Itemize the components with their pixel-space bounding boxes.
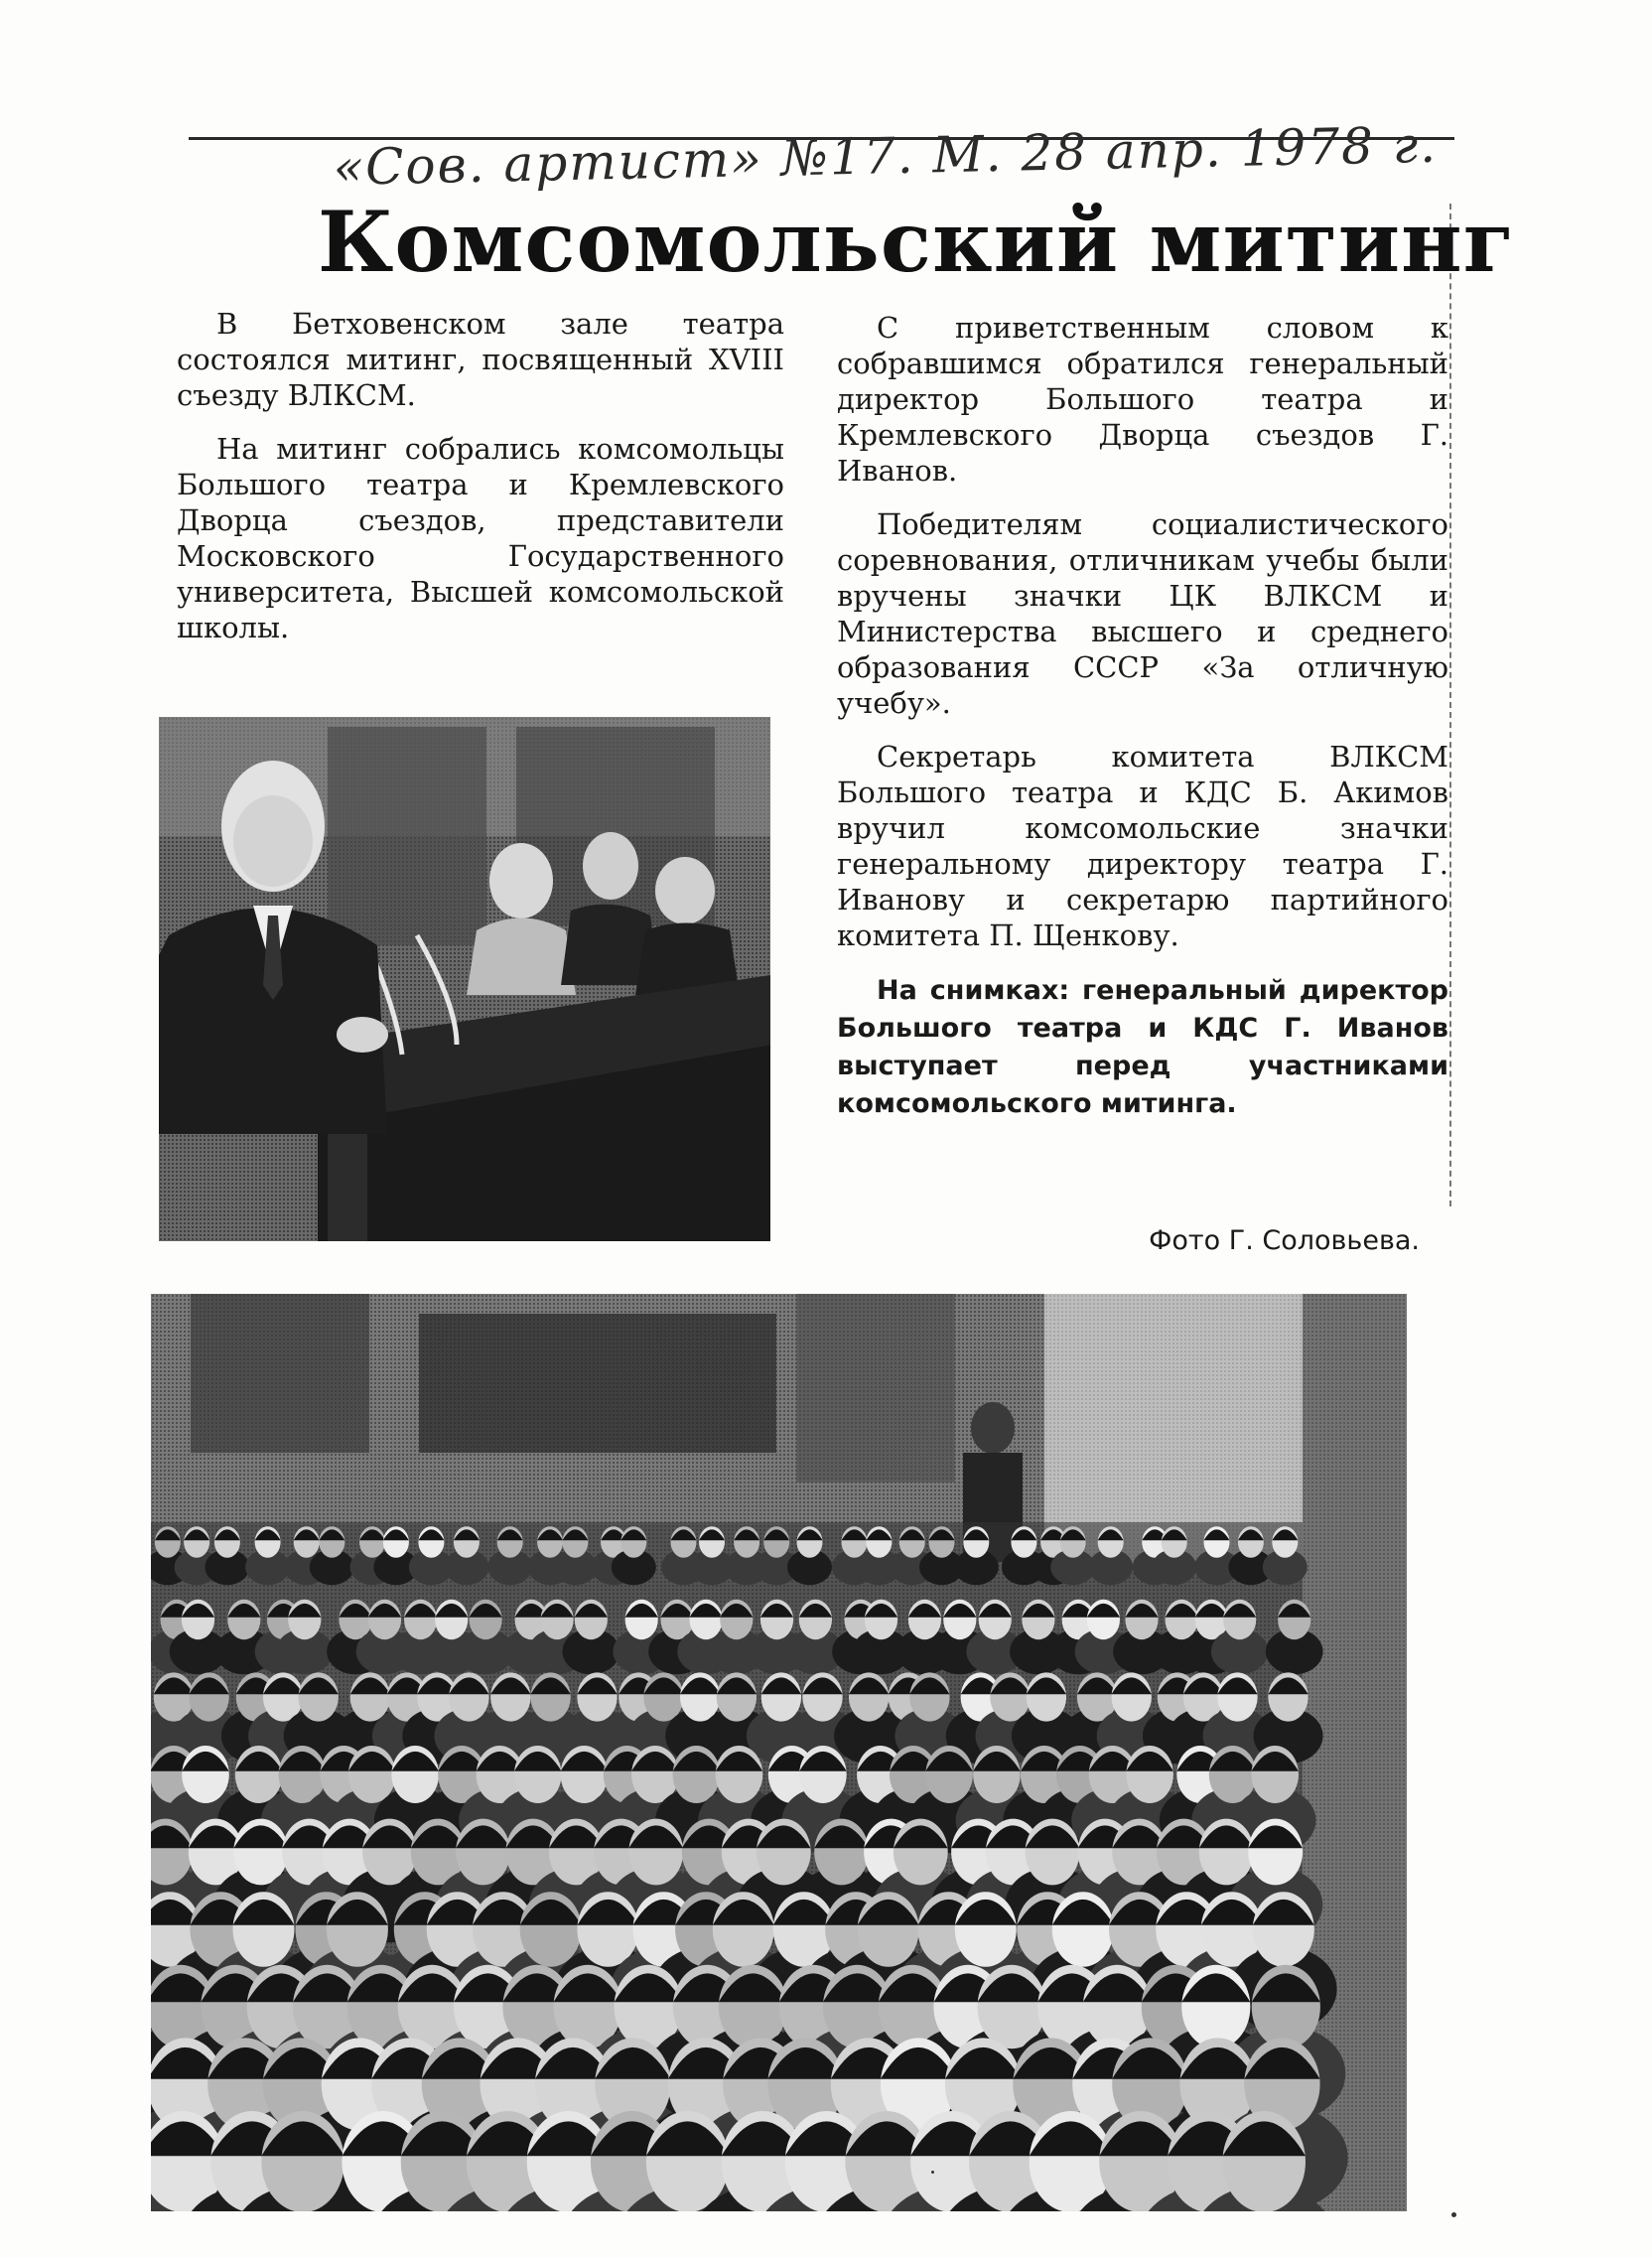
left-paragraph-2: На митинг собрались комсомольцы Большого театра и Кремлевского Дворца съездов, представители Московского Государственного университета, Высшей комсомольской школы. <box>177 432 784 644</box>
audience-photo <box>151 1294 1407 2211</box>
audience-photo-image <box>151 1294 1407 2211</box>
speaker-photo-image <box>159 717 770 1241</box>
caption-text: генеральный директор Большого театра и КДС Г. Иванов выступает перед участниками комсомольского митинга. <box>837 975 1449 1119</box>
photo-caption <box>837 971 1448 1122</box>
column-cut-line <box>1449 204 1451 1206</box>
handwritten-source-note: «Сов. артист» №17. М. 28 апр. 1978 г. <box>333 115 1439 197</box>
stray-mark <box>931 2171 934 2174</box>
left-column <box>177 306 784 663</box>
speaker-photo <box>159 717 770 1241</box>
right-paragraph-1: С приветственным словом к собравшимся обратился генеральный директор Большого театра и Кремлевского Дворца съездов Г. Иванов. <box>837 311 1448 488</box>
caption-lead: На снимках: <box>877 975 1070 1006</box>
right-paragraph-2: Победителям социалистического соревнования, отличникам учебы были вручены значки ЦК ВЛКСМ и Министерства высшего и среднего образования СССР «За отличную учебу». <box>837 507 1448 720</box>
headline: Комсомольский митинг <box>318 193 1516 291</box>
photo-credit: Фото Г. Соловьева. <box>1149 1225 1420 1256</box>
left-paragraph-1: В Бетховенском зале театра состоялся митинг, посвященный XVIII съезду ВЛКСМ. <box>177 307 784 412</box>
stray-mark <box>1451 2212 1456 2217</box>
right-paragraph-3: Секретарь комитета ВЛКСМ Большого театра и КДС Б. Акимов вручил комсомольские значки генеральному директору театра Г. Иванову и секретарю партийного комитета П. Щенкову. <box>837 740 1448 952</box>
right-column <box>837 310 1448 1140</box>
